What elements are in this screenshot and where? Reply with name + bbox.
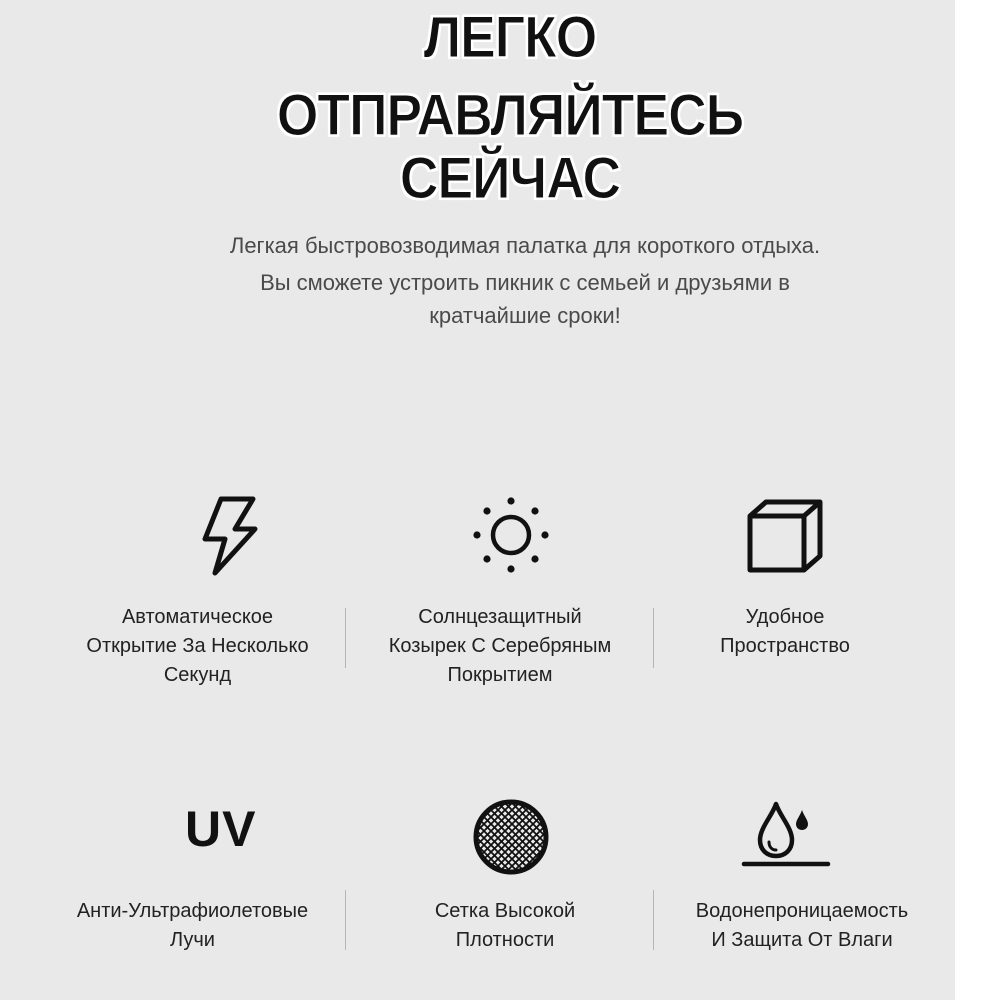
feature-label-auto-open: Автоматическое Открытие За Несколько Секунд bbox=[86, 606, 309, 686]
divider-row1-b bbox=[653, 608, 654, 668]
subtitle-line-2: Вы сможете устроить пикник с семьей и друзьями в bbox=[260, 270, 790, 295]
water-drop-icon bbox=[740, 798, 832, 870]
headline-line-2: ОТПРАВЛЯЙТЕСЬ bbox=[276, 83, 744, 148]
feature-label-anti-uv: Анти-Ультрафиолетовые Лучи bbox=[76, 900, 309, 951]
feature-label-waterproof: Водонепроницаемость И Защита От Влаги bbox=[695, 900, 909, 951]
cube-icon bbox=[742, 498, 828, 574]
subtitle-line-1: Легкая быстровозводимая палатка для короткого отдыха. bbox=[229, 233, 821, 258]
headline-line-3: СЕЙЧАС bbox=[399, 146, 621, 211]
feature-label-space: Удобное Пространство bbox=[720, 606, 850, 657]
divider-row1-a bbox=[345, 608, 346, 668]
uv-icon: UV bbox=[185, 801, 257, 857]
headline-line-1: ЛЕГКО bbox=[423, 5, 597, 70]
divider-row2-a bbox=[345, 890, 346, 950]
divider-row2-b bbox=[653, 890, 654, 950]
feature-label-sun-visor: Солнцезащитный Козырек С Серебряным Покрытием bbox=[388, 606, 612, 686]
feature-label-mesh: Сетка Высокой Плотности bbox=[434, 900, 576, 951]
sun-icon bbox=[468, 492, 554, 578]
mesh-icon bbox=[470, 796, 552, 878]
subtitle-line-3: кратчайшие сроки! bbox=[429, 303, 621, 328]
lightning-icon bbox=[195, 495, 265, 577]
